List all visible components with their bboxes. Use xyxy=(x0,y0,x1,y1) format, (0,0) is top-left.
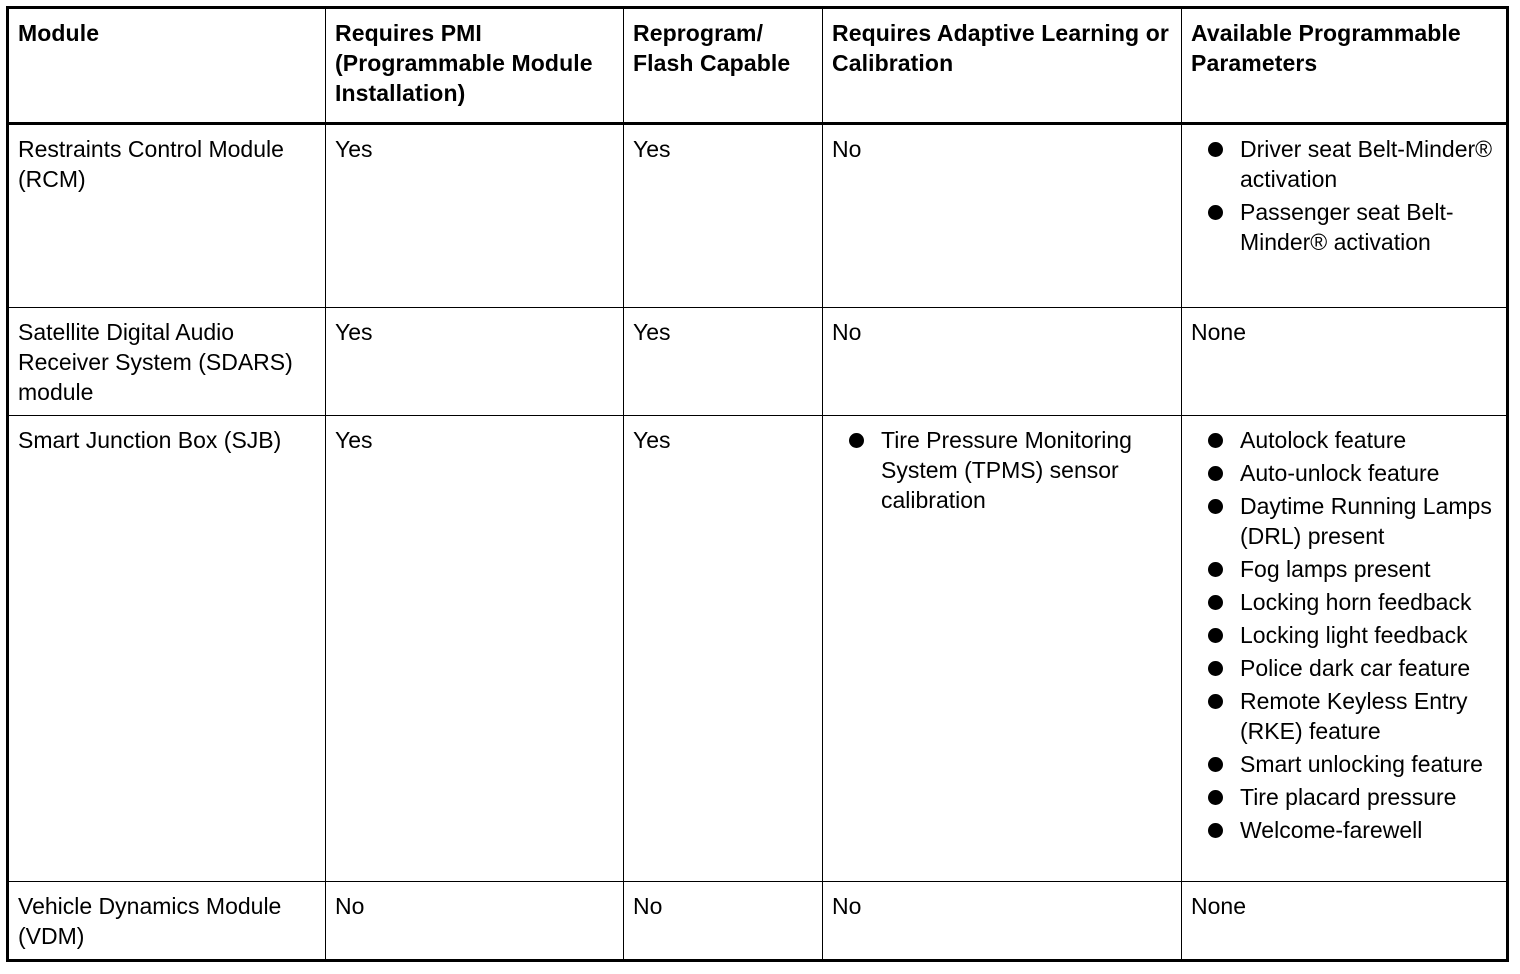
list-item-text: Locking light feedback xyxy=(1240,622,1468,648)
list-item xyxy=(1191,491,1498,551)
bullet-icon xyxy=(1208,661,1223,676)
bullet-icon xyxy=(1208,466,1223,481)
list-item-text: Tire Pressure Monitoring System (TPMS) sensor calibration xyxy=(881,427,1132,513)
bullet-icon xyxy=(1208,628,1223,643)
cell-adaptive: No xyxy=(823,882,1182,961)
list-item xyxy=(1191,653,1498,683)
list-item xyxy=(1191,197,1498,257)
list-item xyxy=(1191,686,1498,746)
list-item xyxy=(1191,134,1498,194)
cell-parameters xyxy=(1182,416,1508,882)
list-item xyxy=(1191,554,1498,584)
cell-adaptive: No xyxy=(823,308,1182,416)
bullet-icon xyxy=(1208,595,1223,610)
parameter-list xyxy=(1191,425,1498,845)
list-item xyxy=(1191,782,1498,812)
cell-parameters xyxy=(1182,124,1508,308)
cell-reprogram: Yes xyxy=(624,308,823,416)
list-item xyxy=(1191,587,1498,617)
table-row-sjb xyxy=(8,416,1508,882)
list-item-text: Tire placard pressure xyxy=(1240,784,1457,810)
bullet-icon xyxy=(849,433,864,448)
cell-module: Vehicle Dynamics Module (VDM) xyxy=(8,882,326,961)
bullet-icon xyxy=(1208,790,1223,805)
cell-pmi: Yes xyxy=(326,124,624,308)
cell-reprogram: Yes xyxy=(624,124,823,308)
cell-pmi: Yes xyxy=(326,308,624,416)
cell-reprogram: Yes xyxy=(624,416,823,882)
list-item-text: Welcome-farewell xyxy=(1240,817,1423,843)
parameter-list xyxy=(1191,134,1498,257)
list-item-text: Smart unlocking feature xyxy=(1240,751,1483,777)
header-reprogram-flash: Reprogram/ Flash Capable xyxy=(624,8,823,124)
list-item xyxy=(1191,620,1498,650)
list-item-text: Daytime Running Lamps (DRL) present xyxy=(1240,493,1492,549)
cell-parameters: None xyxy=(1182,882,1508,961)
cell-pmi: No xyxy=(326,882,624,961)
table-header xyxy=(8,8,1508,124)
bullet-icon xyxy=(1208,433,1223,448)
list-item xyxy=(1191,749,1498,779)
table-row-rcm xyxy=(8,124,1508,308)
list-item-text: Locking horn feedback xyxy=(1240,589,1472,615)
cell-adaptive: No xyxy=(823,124,1182,308)
adaptive-list xyxy=(832,425,1173,515)
cell-parameters: None xyxy=(1182,308,1508,416)
cell-module: Restraints Control Module (RCM) xyxy=(8,124,326,308)
module-programming-table xyxy=(6,6,1509,962)
table-row-vdm xyxy=(8,882,1508,961)
bullet-icon xyxy=(1208,562,1223,577)
cell-pmi: Yes xyxy=(326,416,624,882)
bullet-icon xyxy=(1208,823,1223,838)
cell-module: Satellite Digital Audio Receiver System (SDARS) module xyxy=(8,308,326,416)
table-row-sdars xyxy=(8,308,1508,416)
list-item xyxy=(1191,458,1498,488)
list-item-text: Driver seat Belt-Minder® activation xyxy=(1240,136,1493,192)
cell-reprogram: No xyxy=(624,882,823,961)
list-item-text: Remote Keyless Entry (RKE) feature xyxy=(1240,688,1468,744)
bullet-icon xyxy=(1208,757,1223,772)
list-item-text: Fog lamps present xyxy=(1240,556,1431,582)
header-adaptive-learning: Requires Adaptive Learning or Calibration xyxy=(823,8,1182,124)
cell-adaptive xyxy=(823,416,1182,882)
header-module: Module xyxy=(8,8,326,124)
list-item xyxy=(832,425,1173,515)
header-requires-pmi: Requires PMI (Programmable Module Installation) xyxy=(326,8,624,124)
table-body xyxy=(8,124,1508,961)
list-item xyxy=(1191,815,1498,845)
bullet-icon xyxy=(1208,499,1223,514)
bullet-icon xyxy=(1208,142,1223,157)
header-row xyxy=(8,8,1508,124)
list-item xyxy=(1191,425,1498,455)
list-item-text: Autolock feature xyxy=(1240,427,1407,453)
header-programmable-parameters: Available Programmable Parameters xyxy=(1182,8,1508,124)
cell-module: Smart Junction Box (SJB) xyxy=(8,416,326,882)
bullet-icon xyxy=(1208,205,1223,220)
bullet-icon xyxy=(1208,694,1223,709)
list-item-text: Passenger seat Belt-Minder® activation xyxy=(1240,199,1454,255)
list-item-text: Police dark car feature xyxy=(1240,655,1471,681)
list-item-text: Auto-unlock feature xyxy=(1240,460,1440,486)
